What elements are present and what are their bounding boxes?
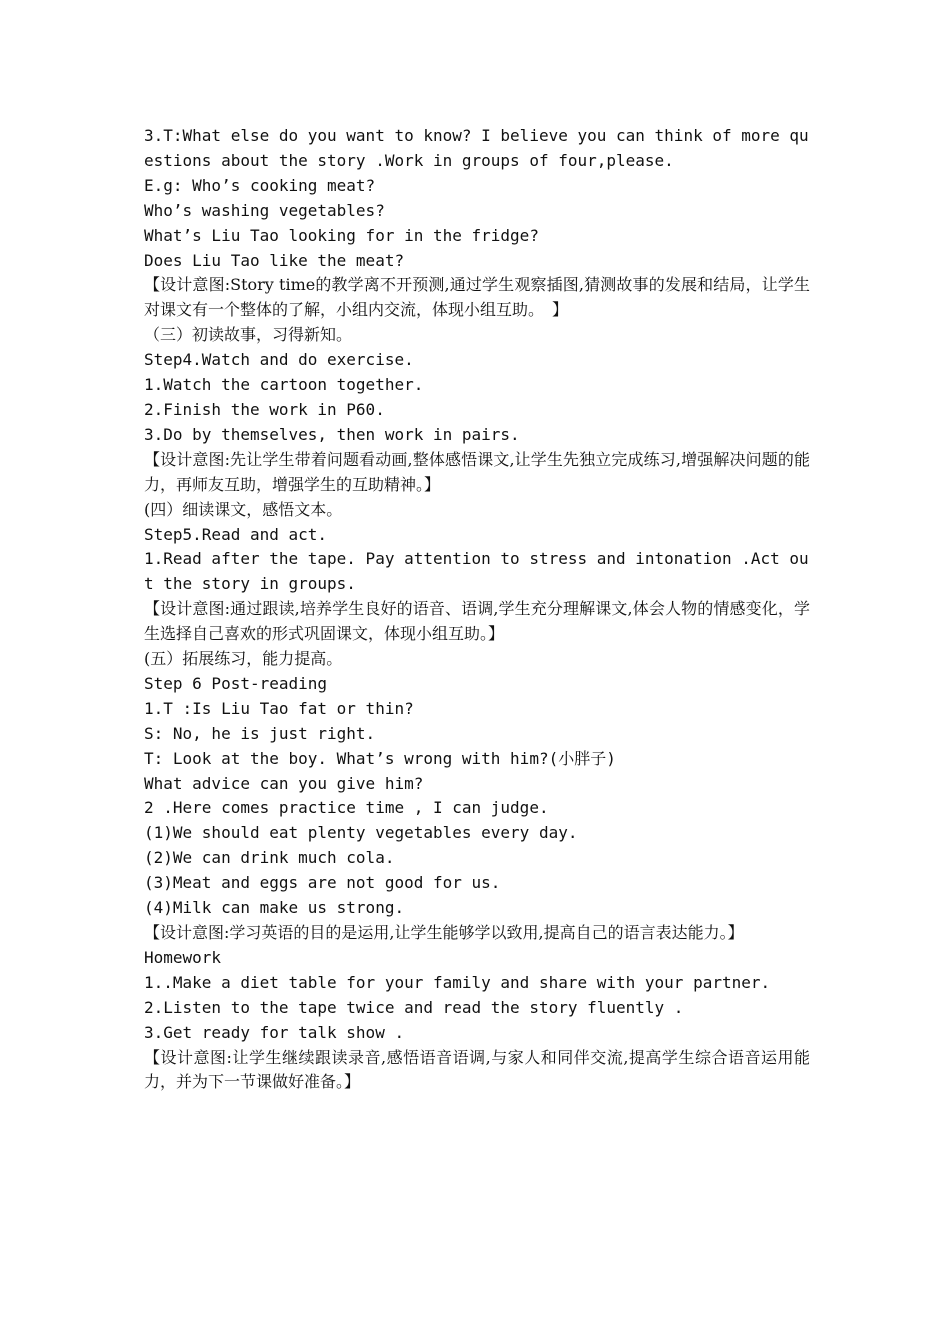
design-intent-note: 【设计意图:Story time的教学离不开预测,通过学生观察插图,猜测故事的发展和结局，让学生对课文有一个整体的了解，小组内交流，体现小组互助。 】 [144,275,810,320]
text-line: 3.Do by themselves, then work in pairs. [144,424,520,444]
text-line: 1.Read after the tape. Pay attention to stress and intonation .Act out the story in groups. [144,549,809,594]
text-line: Step4.Watch and do exercise. [144,350,414,370]
section-heading: （三）初读故事，习得新知。 [144,325,353,345]
text-line: (3)Meat and eggs are not good for us. [144,873,501,893]
text-line: What’s Liu Tao looking for in the fridge? [144,225,539,245]
text-line: Step 6 Post-reading [144,673,328,693]
text-line: S: No, he is just right. [144,723,376,743]
design-intent-note: 【设计意图:先让学生带着问题看动画,整体感悟课文,让学生先独立完成练习,增强解决问题的能力，再师友互助，增强学生的互助精神。】 [144,449,810,494]
text-line: (4)Milk can make us strong. [144,898,405,918]
section-heading: (四）细读课文，感悟文本。 [144,499,343,519]
text-line: 3.T:What else do you want to know? I believe you can think of more questions about the story .Work in groups of four,please. [144,126,809,170]
text-line: 1.T :Is Liu Tao fat or thin? [144,698,414,718]
text-line: 1.Watch the cartoon together. [144,375,424,395]
text-line: Homework [144,947,222,967]
text-line: E.g: Who’s cooking meat? [144,175,376,195]
text-line: (2)We can drink much cola. [144,848,395,868]
text-line: What advice can you give him? [144,773,424,793]
text-line: Step5.Read and act. [144,524,328,544]
text-line: T: Look at the boy. What’s wrong with him?(小胖子) [144,748,616,768]
document-body [144,124,810,1095]
text-line: 2.Listen to the tape twice and read the story fluently . [144,997,684,1017]
text-line: Does Liu Tao like the meat? [144,250,405,270]
section-heading: (五）拓展练习，能力提高。 [144,649,343,669]
text-line: 2.Finish the work in P60. [144,399,385,419]
text-line: Who’s washing vegetables? [144,200,385,220]
text-line: 1..Make a diet table for your family and share with your partner. [144,972,771,992]
text-line: (1)We should eat plenty vegetables every day. [144,823,578,843]
text-line: 2 .Here comes practice time , I can judge. [144,798,549,818]
text-line: 3.Get ready for talk show . [144,1022,405,1042]
design-intent-note: 【设计意图:让学生继续跟读录音,感悟语音语调,与家人和同伴交流,提高学生综合语音运用能力，并为下一节课做好准备。】 [144,1047,810,1092]
design-intent-note: 【设计意图:通过跟读,培养学生良好的语音、语调,学生充分理解课文,体会人物的情感变化，学生选择自己喜欢的形式巩固课文，体现小组互助。】 [144,599,810,644]
design-intent-note: 【设计意图:学习英语的目的是运用,让学生能够学以致用,提高自己的语言表达能力。】 [144,923,744,942]
